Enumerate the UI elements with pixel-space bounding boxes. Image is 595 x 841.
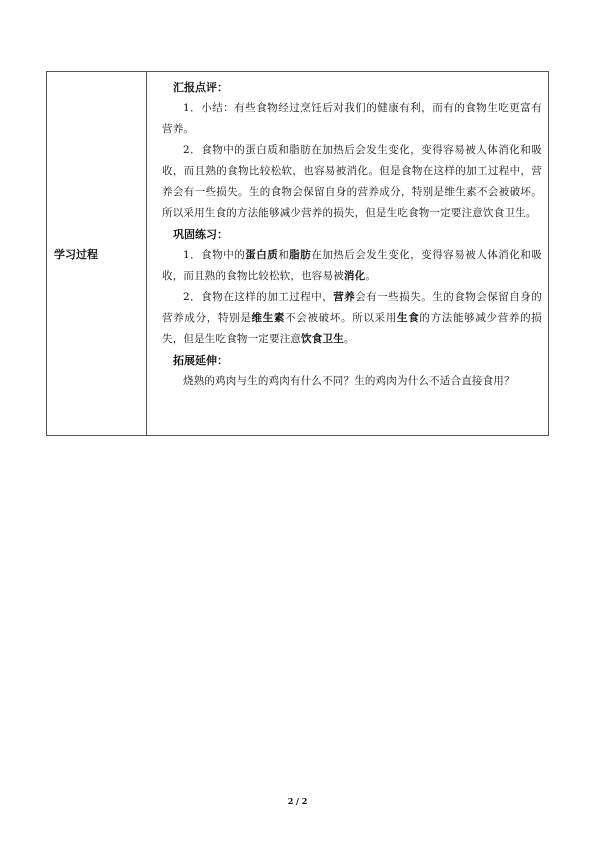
extension-question: 烧熟的鸡肉与生的鸡肉有什么不同？生的鸡肉为什么不适合直接食用？: [183, 375, 515, 387]
practice-heading: 巩固练习：: [173, 228, 228, 241]
report-detail: 2．食物中的蛋白质和脂肪在加热后会发生变化，变得容易被人体消化和吸收，而且熟的食物比较松软，也容易被消化。但是食物在这样的加工过程中，营养会有一些损失。生的食物会保留自身的营养成分，特别是维生素不会被破坏。所以采用生食的方法能够减少营养的损失，但是生吃食物一定要注意饮食卫生。: [162, 144, 542, 219]
answer-digest: 消化: [343, 270, 366, 282]
practice-text: 2．食物在这样的加工过程中，: [183, 291, 334, 303]
lesson-table: [46, 71, 549, 436]
answer-fat: 脂肪: [289, 249, 312, 261]
row-label: 学习过程: [47, 72, 147, 436]
practice-text: 。: [343, 333, 355, 345]
practice-question-1: [162, 245, 542, 287]
practice-text: 。: [365, 270, 377, 282]
answer-protein: 蛋白质: [245, 249, 279, 261]
practice-question-2: [162, 287, 542, 350]
practice-text: 不会被破坏。所以采用: [285, 312, 398, 324]
answer-vitamin: 维生素: [251, 312, 286, 324]
answer-food-hygiene: 饮食卫生: [301, 333, 344, 345]
practice-text: 在加热后会发生变化，变得容易被人体消化和吸收，而且熟的食物比较松软，也容易被: [162, 249, 543, 282]
extension-heading: 拓展延伸：: [173, 354, 228, 367]
practice-text: 的方法能够减少营养的损失，但是生吃食物一定要注意: [162, 312, 543, 345]
practice-text: 1．食物中的: [183, 249, 246, 261]
practice-text: 和: [278, 249, 290, 261]
answer-raw-food: 生食: [397, 312, 420, 324]
table-row: [47, 72, 549, 436]
page-number: 2 / 2: [287, 796, 308, 806]
report-summary: 1．小结：有些食物经过烹饪后对我们的健康有利，而有的食物生吃更富有营养。: [162, 102, 542, 135]
answer-nutrition: 营养: [333, 291, 356, 303]
report-heading: 汇报点评：: [173, 81, 228, 94]
practice-text: 会有一些损失。生的食物会保留自身的营养成分，特别是: [162, 291, 543, 324]
content-cell: [147, 72, 549, 436]
